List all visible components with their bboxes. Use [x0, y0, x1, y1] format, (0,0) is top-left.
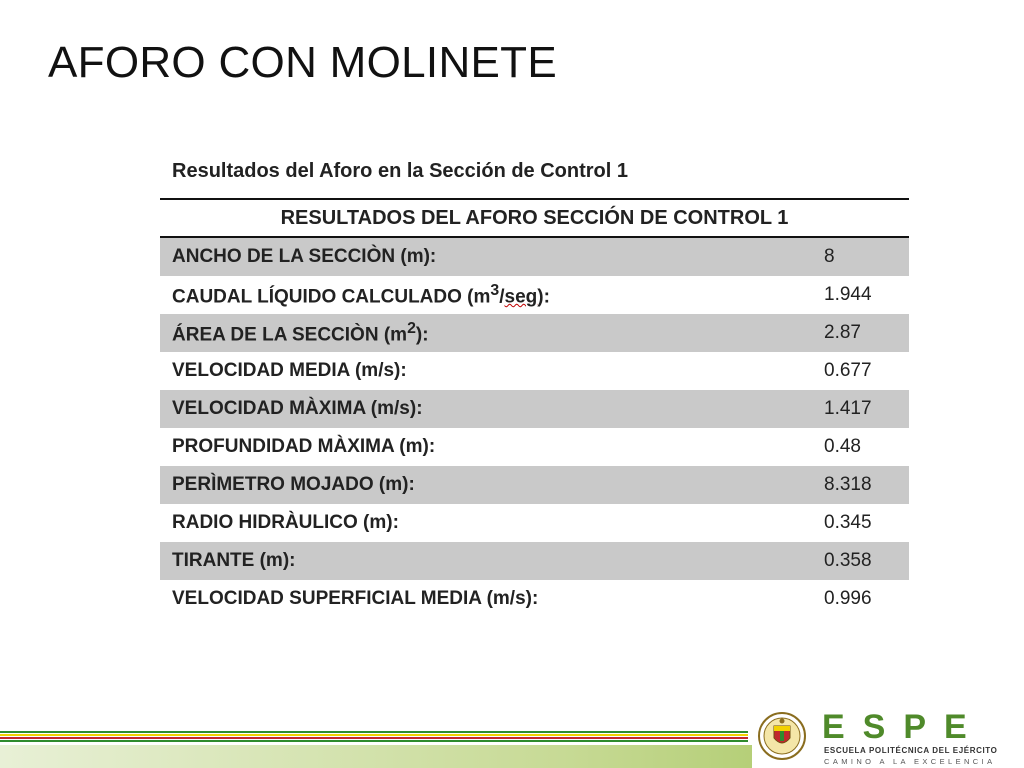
table-row [160, 466, 909, 504]
table-row [160, 352, 909, 390]
table-row [160, 504, 909, 542]
row-label: VELOCIDAD MEDIA (m/s): [172, 360, 407, 381]
logo-subtitle: ESCUELA POLITÉCNICA DEL EJÉRCITO [824, 746, 998, 755]
label-text: ÁREA DE LA SECCIÒN (m [172, 324, 408, 346]
footer-stripes [0, 731, 748, 743]
stripe-yellow [0, 734, 748, 736]
table-row [160, 390, 909, 428]
label-text-spellcheck: seg [504, 286, 538, 308]
table-caption: Resultados del Aforo en la Sección de Control 1 [172, 160, 629, 182]
row-label: ANCHO DE LA SECCIÒN (m): [172, 246, 437, 267]
row-value: 8 [824, 246, 835, 267]
label-text: CAUDAL LÍQUIDO CALCULADO (m [172, 286, 491, 308]
row-value: 8.318 [824, 474, 872, 495]
row-value: 2.87 [824, 322, 861, 343]
table-row [160, 314, 909, 352]
row-value: 0.345 [824, 512, 872, 533]
table-header: RESULTADOS DEL AFORO SECCIÓN DE CONTROL 1 [160, 198, 909, 238]
table-row [160, 542, 909, 580]
stripe-red [0, 737, 748, 739]
row-value: 1.417 [824, 398, 872, 419]
stripe-green [0, 740, 748, 742]
logo-letters: ESPE [822, 708, 985, 746]
row-value: 0.996 [824, 588, 872, 609]
row-label [160, 282, 812, 308]
logo-motto: CAMINO A LA EXCELENCIA [824, 757, 996, 766]
university-seal-icon [758, 712, 806, 760]
row-value: 0.48 [824, 436, 861, 457]
slide-title: AFORO CON MOLINETE [48, 38, 557, 87]
row-label: TIRANTE (m): [172, 550, 296, 571]
table-row [160, 580, 909, 618]
row-label: PERÌMETRO MOJADO (m): [172, 474, 415, 495]
row-label: RADIO HIDRÀULICO (m): [172, 512, 399, 533]
label-text: ): [537, 286, 550, 308]
row-label: VELOCIDAD SUPERFICIAL MEDIA (m/s): [172, 588, 539, 609]
results-table [160, 198, 909, 618]
row-label: PROFUNDIDAD MÀXIMA (m): [172, 436, 436, 457]
table-row [160, 428, 909, 466]
table-row [160, 276, 909, 314]
label-text: / [499, 286, 505, 308]
label-superscript: 3 [490, 281, 500, 299]
stripe-green [0, 731, 748, 733]
row-label: VELOCIDAD MÀXIMA (m/s): [172, 398, 423, 419]
label-superscript: 2 [407, 319, 416, 337]
row-label [160, 320, 812, 346]
label-text: ): [415, 324, 429, 346]
row-value: 1.944 [824, 284, 872, 305]
table-row [160, 238, 909, 276]
row-value: 0.358 [824, 550, 872, 571]
espe-logo [752, 706, 1024, 768]
row-value: 0.677 [824, 360, 872, 381]
